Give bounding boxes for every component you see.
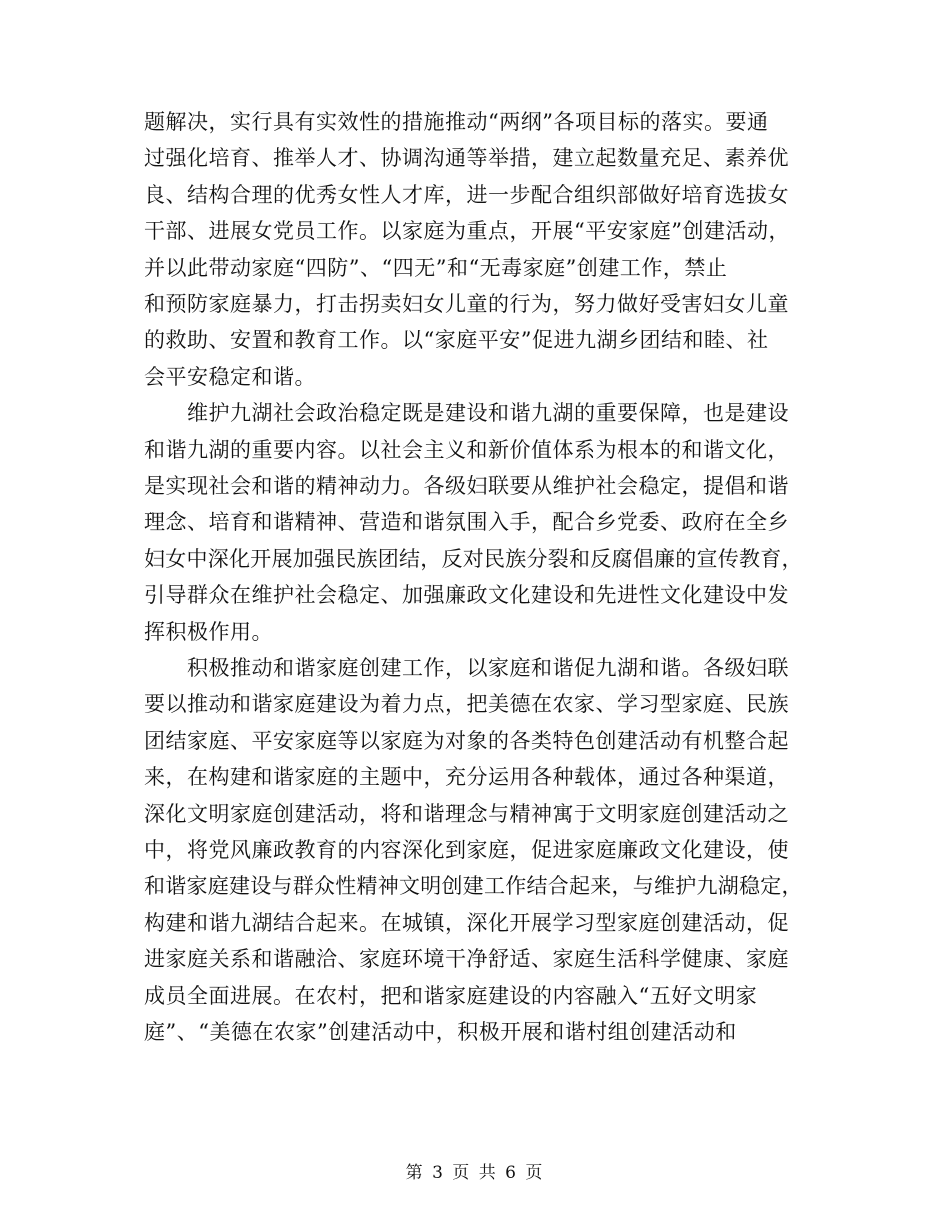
text-line: 庭”、“美德在农家”创建活动中，积极开展和谐村组创建活动和	[144, 1020, 737, 1044]
text-line: 理念、培育和谐精神、营造和谐氛围入手，配合乡党委、政府在全乡	[144, 510, 789, 535]
text-line: 的救助、安置和教育工作。以“家庭平安”促进九湖乡团结和睦、社	[144, 328, 769, 353]
text-line: 引导群众在维护社会稳定、加强廉政文化建设和先进性文化建设中发	[144, 583, 789, 608]
text-line: 良、结构合理的优秀女性人才库，进一步配合组织部做好培育选拔女	[144, 182, 789, 207]
text-line: 和谐九湖的重要内容。以社会主义和新价值体系为根本的和谐文化，	[144, 437, 789, 462]
text-line: 过强化培育、推举人才、协调沟通等举措，建立起数量充足、素养优	[144, 146, 789, 171]
text-line: 成员全面进展。在农村，把和谐家庭建设的内容融入“五好文明家	[144, 983, 758, 1008]
text-line: 妇女中深化开展加强民族团结，反对民族分裂和反腐倡廉的宣传教育，	[144, 546, 803, 571]
text-line: 干部、进展女党员工作。以家庭为重点，开展“平安家庭”创建活动，	[144, 219, 790, 244]
page-footer: 第 3 页 共 6 页	[405, 1163, 545, 1183]
text-line: 题解决，实行具有实效性的措施推动“两纲”各项目标的落实。要通	[144, 110, 769, 134]
text-line: 深化文明家庭创建活动，将和谐理念与精神寓于文明家庭创建活动之	[144, 801, 789, 826]
text-line: 中，将党风廉政教育的内容深化到家庭，促进家庭廉政文化建设，使	[144, 838, 789, 862]
text-line: 和预防家庭暴力，打击拐卖妇女儿童的行为，努力做好受害妇女儿童	[144, 292, 789, 316]
text-line: 维护九湖社会政治稳定既是建设和谐九湖的重要保障，也是建设	[144, 401, 789, 426]
text-line: 并以此带动家庭“四防”、“四无”和“无毒家庭”创建工作，禁止	[144, 255, 728, 280]
text-line: 会平安稳定和谐。	[144, 364, 316, 389]
text-line: 构建和谐九湖结合起来。在城镇，深化开展学习型家庭创建活动，促	[144, 910, 789, 935]
text-line: 要以推动和谐家庭建设为着力点，把美德在农家、学习型家庭、民族	[144, 692, 789, 717]
text-line: 和谐家庭建设与群众性精神文明创建工作结合起来，与维护九湖稳定，	[144, 874, 803, 899]
text-line: 团结家庭、平安家庭等以家庭为对象的各类特色创建活动有机整合起	[144, 728, 789, 753]
text-line: 积极推动和谐家庭创建工作，以家庭和谐促九湖和谐。各级妇联	[144, 656, 789, 680]
text-line: 进家庭关系和谐融洽、家庭环境干净舒适、家庭生活科学健康、家庭	[144, 947, 789, 972]
text-line: 来，在构建和谐家庭的主题中，充分运用各种载体，通过各种渠道，	[144, 765, 789, 790]
text-line: 挥积极作用。	[144, 619, 273, 644]
text-line: 是实现社会和谐的精神动力。各级妇联要从维护社会稳定，提倡和谐	[144, 474, 789, 498]
